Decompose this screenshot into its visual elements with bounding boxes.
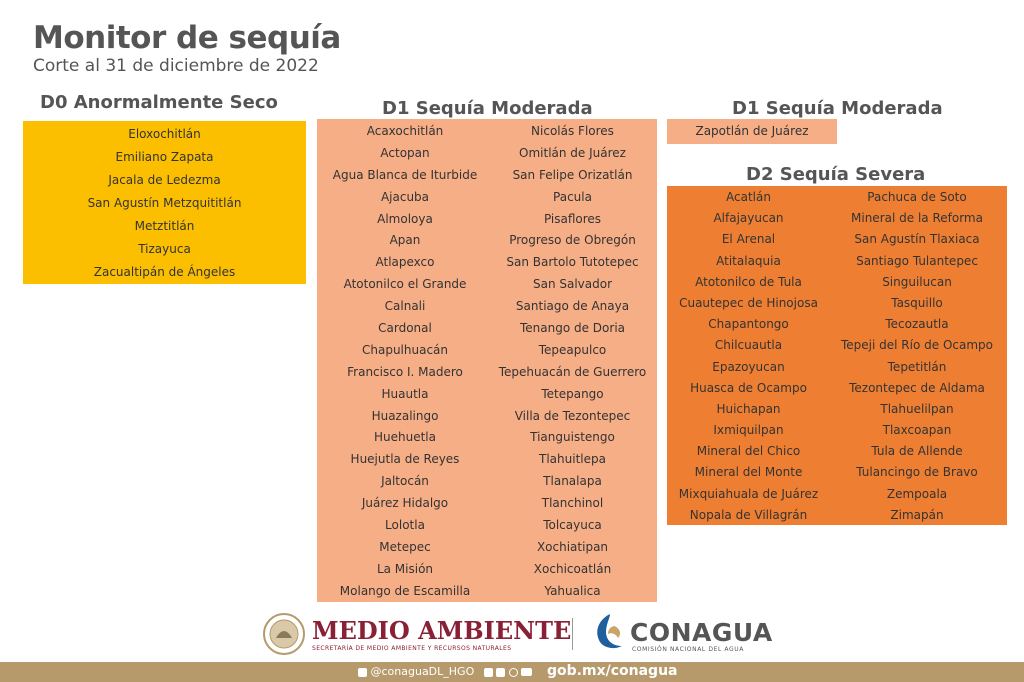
list-item: Ixmiquilpan xyxy=(713,423,784,438)
list-item: Jacala de Ledezma xyxy=(108,173,221,187)
list-item: Tezontepec de Aldama xyxy=(849,380,985,395)
list-item: Juárez Hidalgo xyxy=(361,496,449,511)
d1b-list xyxy=(667,124,837,139)
list-item: Mineral del Chico xyxy=(696,444,801,459)
d1b-section-title: D1 Sequía Moderada xyxy=(732,98,943,119)
d0-section-title: D0 Anormalmente Seco xyxy=(40,92,278,113)
list-item: Agua Blanca de Iturbide xyxy=(332,167,478,182)
d1-list-col2 xyxy=(490,124,655,598)
list-item: San Bartolo Tutotepec xyxy=(506,255,639,270)
d2-list-col2 xyxy=(832,190,1002,522)
list-item: Huasca de Ocampo xyxy=(690,380,807,395)
list-item: Tlanchinol xyxy=(541,496,604,511)
list-item: Eloxochitlán xyxy=(128,127,201,141)
list-item: Ajacuba xyxy=(380,189,430,204)
list-item: Tecozautla xyxy=(885,317,949,332)
list-item: San Felipe Orizatlán xyxy=(512,167,633,182)
list-item: Huehuetla xyxy=(374,430,436,445)
coat-of-arms-icon xyxy=(262,612,306,656)
list-item: Molango de Escamilla xyxy=(339,583,471,598)
list-item: San Agustín Metzquititlán xyxy=(87,196,242,210)
list-item: Atotonilco de Tula xyxy=(695,274,802,289)
conagua-logo-subtitle: COMISIÓN NACIONAL DEL AGUA xyxy=(632,646,744,653)
list-item: Zacualtipán de Ángeles xyxy=(93,265,236,279)
list-item: Chapantongo xyxy=(708,317,789,332)
list-item: Mineral de la Reforma xyxy=(851,211,983,226)
twitter-icon[interactable] xyxy=(358,668,367,677)
list-item: Xochicoatlán xyxy=(533,561,612,576)
list-item: Tlahuitlepa xyxy=(539,452,606,467)
list-item: Huichapan xyxy=(716,401,781,416)
list-item: Huautla xyxy=(381,386,429,401)
list-item: Huazalingo xyxy=(371,408,439,423)
list-item: Lolotla xyxy=(385,518,425,533)
list-item: Tula de Allende xyxy=(871,444,963,459)
list-item: Yahualica xyxy=(544,583,601,598)
d1-section-title: D1 Sequía Moderada xyxy=(382,98,593,119)
list-item: Huejutla de Reyes xyxy=(350,452,460,467)
list-item: Almoloya xyxy=(377,211,433,226)
list-item: Chapulhuacán xyxy=(361,342,448,357)
list-item: Epazoyucan xyxy=(712,359,785,374)
list-item: Mineral del Monte xyxy=(694,465,803,480)
list-item: Pachuca de Soto xyxy=(867,190,967,204)
footer-social xyxy=(358,665,532,678)
list-item: Tasquillo xyxy=(891,295,943,310)
list-item: Nicolás Flores xyxy=(531,124,614,138)
page-subtitle: Corte al 31 de diciembre de 2022 xyxy=(33,56,319,76)
list-item: San Salvador xyxy=(532,277,613,292)
list-item: Zempoala xyxy=(886,486,948,501)
facebook-icon[interactable] xyxy=(484,668,493,677)
list-item: Cardonal xyxy=(378,321,432,336)
list-item: Acatlán xyxy=(726,190,771,204)
d2-list-col1 xyxy=(667,190,830,522)
list-item: Tepehuacán de Guerrero xyxy=(498,364,647,379)
list-item: Singuilucan xyxy=(882,274,952,289)
list-item: Pisaflores xyxy=(543,211,602,226)
list-item: Jaltocán xyxy=(381,474,429,489)
d1-list-col1 xyxy=(320,124,490,598)
list-item: Atotonilco el Grande xyxy=(343,277,467,292)
list-item: Apan xyxy=(389,233,421,248)
list-item: Tolcayuca xyxy=(543,518,602,533)
twitter-icon-2[interactable] xyxy=(496,668,505,677)
page-title: Monitor de sequía xyxy=(33,20,341,56)
list-item: San Agustín Tlaxiaca xyxy=(854,232,980,247)
list-item: Xochiatipan xyxy=(536,539,609,554)
list-item: Tulancingo de Bravo xyxy=(856,465,978,480)
instagram-icon[interactable] xyxy=(509,668,518,677)
medio-ambiente-logo-text: MEDIO AMBIENTE xyxy=(312,616,572,645)
list-item: Omitlán de Juárez xyxy=(519,145,626,160)
list-item: El Arenal xyxy=(721,232,776,247)
medio-ambiente-logo-subtitle: SECRETARÍA DE MEDIO AMBIENTE Y RECURSOS NATURALES xyxy=(312,645,512,652)
list-item: Tianguistengo xyxy=(530,430,615,445)
list-item: Tlahuelilpan xyxy=(880,401,954,416)
list-item: Acaxochitlán xyxy=(366,124,444,138)
logo-divider xyxy=(572,618,573,650)
list-item: Tlanalapa xyxy=(543,474,602,489)
list-item: Pacula xyxy=(553,189,592,204)
youtube-icon[interactable] xyxy=(521,668,532,676)
list-item: Santiago Tulantepec xyxy=(856,253,978,268)
list-item: Atitalaquia xyxy=(716,253,781,268)
twitter-handle[interactable]: @conaguaDL_HGO xyxy=(370,665,475,678)
list-item: Chilcuautla xyxy=(714,338,783,353)
list-item: Zimapán xyxy=(890,507,944,522)
list-item: Nopala de Villagrán xyxy=(689,507,808,522)
list-item: Cuautepec de Hinojosa xyxy=(679,295,818,310)
list-item: Santiago de Anaya xyxy=(515,299,630,314)
list-item: La Misión xyxy=(376,561,434,576)
d2-section-title: D2 Sequía Severa xyxy=(746,164,926,185)
list-item: Alfajayucan xyxy=(713,211,784,226)
list-item: Emiliano Zapata xyxy=(115,150,214,164)
footer-url-link[interactable]: gob.mx/conagua xyxy=(547,663,678,679)
list-item: Zapotlán de Juárez xyxy=(695,124,809,138)
list-item: Tenango de Doria xyxy=(519,321,626,336)
d0-list xyxy=(23,127,306,279)
list-item: Francisco I. Madero xyxy=(347,364,463,379)
list-item: Tlaxcoapan xyxy=(882,423,952,438)
list-item: Metztitlán xyxy=(134,219,195,233)
list-item: Calnali xyxy=(384,299,426,314)
list-item: Tepeapulco xyxy=(538,342,607,357)
conagua-wave-icon xyxy=(590,612,628,654)
list-item: Metepec xyxy=(379,539,431,554)
conagua-logo-text: CONAGUA xyxy=(630,618,773,647)
list-item: Tizayuca xyxy=(138,242,191,256)
list-item: Atlapexco xyxy=(375,255,435,270)
list-item: Tetepango xyxy=(541,386,604,401)
list-item: Actopan xyxy=(380,145,430,160)
list-item: Tepetitlán xyxy=(887,359,947,374)
list-item: Mixquiahuala de Juárez xyxy=(678,486,819,501)
list-item: Progreso de Obregón xyxy=(509,233,636,248)
list-item: Tepeji del Río de Ocampo xyxy=(841,338,993,353)
list-item: Villa de Tezontepec xyxy=(514,408,631,423)
